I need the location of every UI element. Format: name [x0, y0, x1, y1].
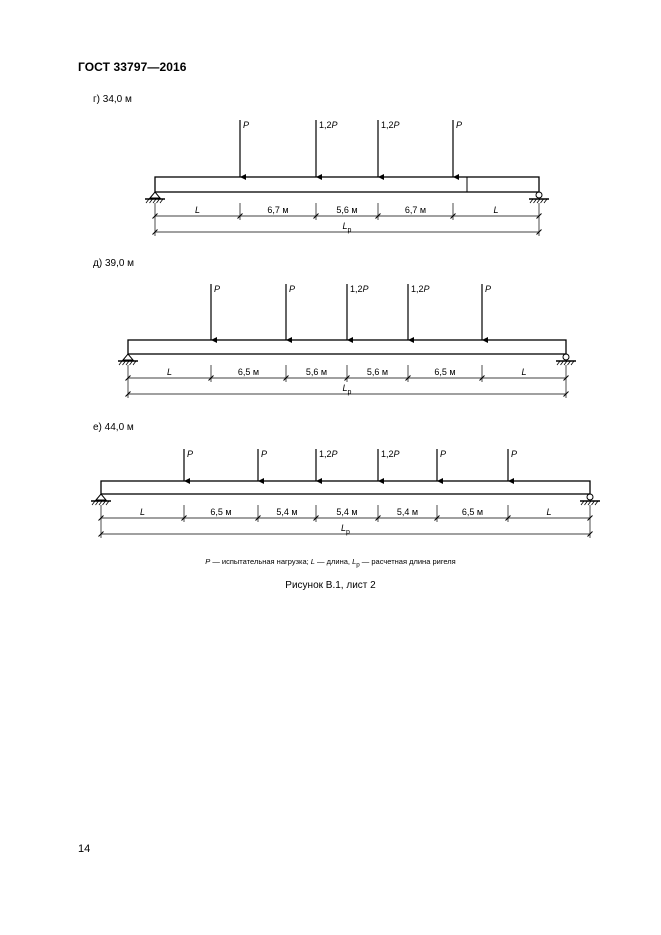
beam-diagram	[93, 94, 549, 236]
legend-l-symbol: L	[310, 557, 315, 566]
beam-diagram	[91, 422, 600, 538]
total-subscript: p	[347, 389, 352, 396]
span-label: L	[546, 507, 552, 517]
load-label	[456, 120, 462, 130]
load-label	[381, 120, 400, 130]
diagrams-root	[91, 94, 600, 538]
diagram-label: г) 34,0 м	[93, 94, 132, 105]
figure-legend	[0, 557, 661, 569]
beam-diagram	[93, 258, 576, 398]
pin-support	[118, 354, 138, 365]
load-symbol: P	[331, 120, 338, 130]
load-factor: 1,2	[381, 449, 394, 459]
legend-lp-sub: p	[356, 561, 360, 569]
span-label: L	[166, 367, 173, 377]
load-symbol: P	[187, 449, 194, 459]
diagram-label: е) 44,0 м	[93, 422, 134, 433]
total-subscript: p	[346, 529, 350, 536]
load-label	[411, 284, 430, 294]
span-label: 6,5 м	[210, 507, 232, 517]
load-symbol: P	[511, 449, 518, 459]
load-factor: 1,2	[319, 449, 332, 459]
load-symbol: P	[423, 284, 430, 294]
load-symbol: P	[289, 284, 296, 294]
load-label	[350, 284, 369, 294]
total-symbol: L	[342, 221, 348, 231]
load-factor: 1,2	[411, 284, 424, 294]
span-label: 5,6 м	[366, 367, 389, 377]
span-label: 6,7 м	[267, 205, 289, 215]
total-symbol: L	[342, 383, 348, 393]
load-symbol: P	[456, 120, 463, 130]
span-label: L	[493, 205, 499, 215]
load-factor: 1,2	[381, 120, 394, 130]
span-label: 6,5 м	[237, 367, 260, 377]
legend-lp-text: — расчетная длина ригеля	[359, 557, 456, 566]
load-label	[187, 449, 193, 459]
total-subscript: p	[347, 227, 352, 234]
roller-support	[556, 354, 576, 365]
load-symbol: P	[362, 284, 369, 294]
load-symbol: P	[214, 284, 221, 294]
span-label: L	[194, 205, 201, 215]
document-header: ГОСТ 33797—2016	[78, 60, 187, 74]
legend-lp-symbol: L	[352, 557, 357, 566]
roller-support	[529, 192, 549, 203]
page-number: 14	[78, 843, 91, 855]
load-factor: 1,2	[319, 120, 332, 130]
load-label	[381, 449, 400, 459]
load-symbol: P	[331, 449, 338, 459]
legend-p-symbol: P	[205, 557, 211, 566]
load-symbol: P	[393, 449, 400, 459]
span-label: 5,6 м	[336, 205, 358, 215]
span-label: 6,5 м	[461, 507, 484, 517]
span-label: 6,7 м	[404, 205, 427, 215]
load-label	[319, 449, 338, 459]
beam	[128, 340, 566, 354]
load-label	[485, 284, 491, 294]
load-factor: 1,2	[350, 284, 363, 294]
load-label	[440, 449, 446, 459]
span-label: 5,6 м	[305, 367, 328, 377]
beam	[101, 481, 590, 494]
load-label	[319, 120, 338, 130]
legend-l-text: — длина,	[314, 557, 353, 566]
span-label: L	[521, 367, 527, 377]
load-symbol: P	[485, 284, 492, 294]
pin-support	[145, 192, 165, 203]
load-label	[214, 284, 220, 294]
load-label	[261, 449, 267, 459]
beam	[155, 177, 539, 192]
span-label: 5,4 м	[396, 507, 419, 517]
pin-support	[91, 494, 111, 505]
load-symbol: P	[440, 449, 447, 459]
load-label	[511, 449, 517, 459]
load-label	[243, 120, 249, 130]
load-symbol: P	[243, 120, 250, 130]
total-symbol: L	[341, 523, 347, 533]
diagram-label: д) 39,0 м	[93, 258, 135, 269]
roller-support	[580, 494, 600, 505]
figure-caption: Рисунок В.1, лист 2	[285, 580, 376, 591]
load-symbol: P	[393, 120, 400, 130]
load-label	[289, 284, 295, 294]
load-symbol: P	[261, 449, 268, 459]
span-label: 5,4 м	[276, 507, 298, 517]
legend-p-text: — испытательная нагрузка;	[210, 557, 311, 566]
span-label: 5,4 м	[336, 507, 358, 517]
span-label: L	[139, 507, 146, 517]
span-label: 6,5 м	[434, 367, 456, 377]
